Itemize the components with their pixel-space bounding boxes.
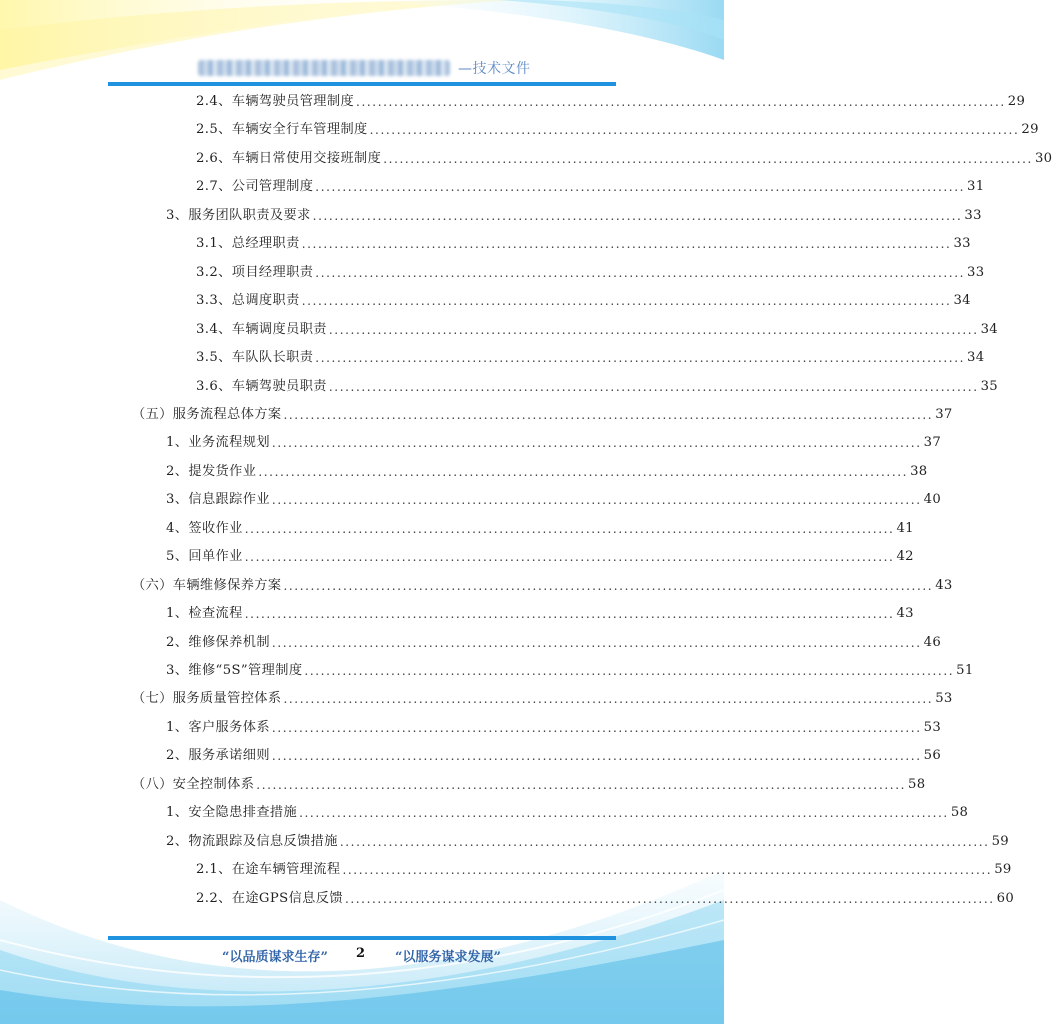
toc-entry-page: 46 xyxy=(923,635,942,650)
toc-entry[interactable] xyxy=(196,116,1039,144)
toc-leader-dots: ........................................................................................................................ xyxy=(356,95,1006,109)
toc-entry-title: 2、物流跟踪及信息反馈措施 xyxy=(166,834,338,849)
toc-entry[interactable] xyxy=(196,373,998,401)
toc-entry-title: 3.6、车辆驾驶员职责 xyxy=(196,379,327,394)
toc-entry[interactable] xyxy=(196,173,985,201)
toc-entry[interactable] xyxy=(196,885,1015,913)
toc-entry[interactable] xyxy=(196,856,1012,884)
toc-entry-title: 1、安全隐患排查措施 xyxy=(166,805,298,820)
toc-entry-page: 33 xyxy=(964,208,982,223)
toc-entry-title: 4、签收作业 xyxy=(166,521,243,536)
footer-slogan-left: “以品质谋求生存” xyxy=(222,950,328,965)
toc-entry[interactable] xyxy=(132,401,953,429)
header-doc-type: —技术文件 xyxy=(458,61,531,77)
toc-leader-dots: ........................................................................................................................ xyxy=(312,209,963,223)
page-number: 2 xyxy=(356,946,366,961)
toc-entry[interactable] xyxy=(166,515,914,543)
toc-entry-page: 40 xyxy=(923,492,942,507)
footer-slogan-right: “以服务谋求发展” xyxy=(395,950,501,965)
toc-entry-page: 58 xyxy=(908,777,926,792)
toc-entry-page: 37 xyxy=(935,407,953,422)
toc-leader-dots: ........................................................................................................................ xyxy=(383,152,1033,166)
toc-entry-page: 35 xyxy=(980,379,998,394)
toc-entry-page: 59 xyxy=(994,862,1012,877)
toc-entry[interactable] xyxy=(196,145,1052,173)
toc-entry-page: 53 xyxy=(935,691,953,706)
toc-entry-title: 5、回单作业 xyxy=(166,549,243,564)
toc-leader-dots: ........................................................................................................................ xyxy=(344,892,995,906)
toc-entry-page: 37 xyxy=(923,435,942,450)
toc-entry-page: 59 xyxy=(991,834,1009,849)
redacted-company-name xyxy=(198,60,450,76)
footer-rule xyxy=(108,936,616,940)
toc-leader-dots: ........................................................................................................................ xyxy=(315,351,966,365)
toc-entry-title: 3.1、总经理职责 xyxy=(196,236,300,251)
toc-leader-dots: ........................................................................................................................ xyxy=(369,123,1020,137)
toc-entry-page: 42 xyxy=(896,549,914,564)
toc-entry-title: 2.7、公司管理制度 xyxy=(196,179,314,194)
toc-entry-page: 34 xyxy=(967,350,985,365)
toc-entry[interactable] xyxy=(166,543,914,571)
toc-entry-page: 43 xyxy=(935,578,953,593)
toc-entry[interactable] xyxy=(196,259,985,287)
page-header xyxy=(0,52,724,92)
toc-leader-dots: ........................................................................................................................ xyxy=(271,436,922,450)
toc-leader-dots: ........................................................................................................................ xyxy=(299,806,949,820)
toc-leader-dots: ........................................................................................................................ xyxy=(301,294,952,308)
toc-leader-dots: ........................................................................................................................ xyxy=(283,579,934,593)
toc-leader-dots: ........................................................................................................................ xyxy=(271,721,922,735)
toc-entry-title: 1、业务流程规划 xyxy=(166,435,270,450)
page-footer xyxy=(0,946,724,966)
toc-entry-page: 29 xyxy=(1007,94,1026,109)
toc-leader-dots: ........................................................................................................................ xyxy=(258,465,909,479)
toc-entry[interactable] xyxy=(132,771,926,799)
toc-leader-dots: ........................................................................................................................ xyxy=(304,664,955,678)
toc-entry[interactable] xyxy=(166,629,942,657)
header-rule xyxy=(108,82,616,86)
toc-entry-title: （六）车辆维修保养方案 xyxy=(132,578,282,593)
toc-entry[interactable] xyxy=(166,486,942,514)
toc-entry[interactable] xyxy=(166,714,942,742)
toc-entry-page: 56 xyxy=(923,748,942,763)
toc-entry-page: 30 xyxy=(1034,151,1052,166)
toc-leader-dots: ........................................................................................................................ xyxy=(271,493,922,507)
toc-leader-dots: ........................................................................................................................ xyxy=(271,749,922,763)
toc-leader-dots: ........................................................................................................................ xyxy=(256,778,907,792)
toc-entry-page: 38 xyxy=(910,464,928,479)
toc-entry[interactable] xyxy=(132,572,953,600)
toc-entry[interactable] xyxy=(166,799,969,827)
toc-entry[interactable] xyxy=(196,344,985,372)
toc-leader-dots: ........................................................................................................................ xyxy=(315,266,966,280)
toc-entry[interactable] xyxy=(166,202,982,230)
toc-entry-title: 3.3、总调度职责 xyxy=(196,293,300,308)
toc-entry-page: 51 xyxy=(956,663,974,678)
toc-entry[interactable] xyxy=(196,287,971,315)
toc-leader-dots: ........................................................................................................................ xyxy=(328,380,979,394)
toc-entry-title: 3、信息跟踪作业 xyxy=(166,492,270,507)
toc-entry-title: 2.5、车辆安全行车管理制度 xyxy=(196,122,368,137)
toc-entry-page: 43 xyxy=(896,606,914,621)
toc-leader-dots: ........................................................................................................................ xyxy=(283,408,934,422)
toc-entry-title: 2.1、在途车辆管理流程 xyxy=(196,862,341,877)
toc-entry-title: 2.2、在途GPS信息反馈 xyxy=(196,891,343,906)
toc-entry-title: 2.4、车辆驾驶员管理制度 xyxy=(196,94,355,109)
toc-entry[interactable] xyxy=(166,657,974,685)
toc-entry-page: 34 xyxy=(953,293,971,308)
toc-entry-title: 3.4、车辆调度员职责 xyxy=(196,322,327,337)
toc-entry[interactable] xyxy=(196,230,971,258)
toc-entry[interactable] xyxy=(196,88,1026,116)
toc-entry[interactable] xyxy=(166,600,914,628)
toc-entry-title: 2、提发货作业 xyxy=(166,464,257,479)
toc-leader-dots: ........................................................................................................................ xyxy=(328,323,979,337)
toc-leader-dots: ........................................................................................................................ xyxy=(301,237,952,251)
toc-leader-dots: ........................................................................................................................ xyxy=(244,522,895,536)
toc-entry-title: 2.6、车辆日常使用交接班制度 xyxy=(196,151,382,166)
toc-entry-page: 33 xyxy=(967,265,985,280)
toc-entry[interactable] xyxy=(166,742,942,770)
toc-leader-dots: ........................................................................................................................ xyxy=(339,835,990,849)
toc-entry-page: 58 xyxy=(950,805,969,820)
toc-entry-title: 1、客户服务体系 xyxy=(166,720,270,735)
toc-leader-dots: ........................................................................................................................ xyxy=(244,607,895,621)
toc-entry-title: 3、服务团队职责及要求 xyxy=(166,208,311,223)
toc-entry-title: 3.2、项目经理职责 xyxy=(196,265,314,280)
toc-entry-title: 2、维修保养机制 xyxy=(166,635,270,650)
toc-leader-dots: ........................................................................................................................ xyxy=(283,692,934,706)
toc-leader-dots: ........................................................................................................................ xyxy=(244,550,895,564)
toc-entry[interactable] xyxy=(166,828,1009,856)
toc-entry-page: 31 xyxy=(967,179,985,194)
toc-entry-title: （八）安全控制体系 xyxy=(132,777,255,792)
toc-entry-page: 41 xyxy=(896,521,914,536)
toc-entry-title: （五）服务流程总体方案 xyxy=(132,407,282,422)
toc-leader-dots: ........................................................................................................................ xyxy=(342,863,993,877)
toc-entry[interactable] xyxy=(196,316,998,344)
toc-entry-page: 53 xyxy=(923,720,942,735)
toc-entry-title: （七）服务质量管控体系 xyxy=(132,691,282,706)
toc-entry[interactable] xyxy=(166,429,942,457)
toc-entry-page: 60 xyxy=(996,891,1015,906)
toc-leader-dots: ........................................................................................................................ xyxy=(315,180,966,194)
toc-entry-page: 29 xyxy=(1021,122,1039,137)
toc-entry[interactable] xyxy=(132,685,953,713)
toc-entry-page: 34 xyxy=(980,322,998,337)
toc-entry-title: 1、检查流程 xyxy=(166,606,243,621)
toc-entry-page: 33 xyxy=(953,236,971,251)
toc-leader-dots: ........................................................................................................................ xyxy=(271,636,922,650)
toc-entry-title: 3、维修“5S”管理制度 xyxy=(166,663,303,678)
toc-entry-title: 3.5、车队队长职责 xyxy=(196,350,314,365)
toc-entry-title: 2、服务承诺细则 xyxy=(166,748,270,763)
toc-entry[interactable] xyxy=(166,458,928,486)
